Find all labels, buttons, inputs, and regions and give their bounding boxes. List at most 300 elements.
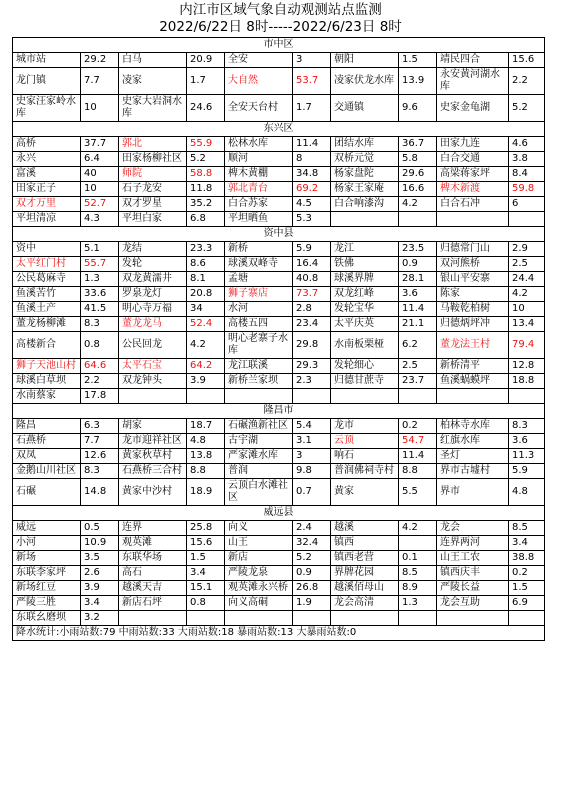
- station-name: 界市古墟村: [437, 464, 509, 479]
- table-row: [13, 242, 545, 257]
- table-row: [13, 137, 545, 152]
- station-value: 8.9: [399, 581, 437, 596]
- station-value: 3.9: [187, 374, 225, 389]
- station-value: 59.8: [509, 182, 545, 197]
- station-name: 杨家盘陀: [331, 167, 399, 182]
- station-name: 新桥清平: [437, 359, 509, 374]
- station-name: 新场: [13, 551, 81, 566]
- table-row: [13, 317, 545, 332]
- station-value: 8.5: [509, 521, 545, 536]
- station-value: 18.9: [187, 479, 225, 506]
- station-value: 79.4: [509, 332, 545, 359]
- station-value: 11.8: [187, 182, 225, 197]
- date-range: 2022/6/22日 8时-----2022/6/23日 8时: [159, 19, 402, 35]
- station-value: 58.8: [187, 167, 225, 182]
- station-value: 13.4: [509, 317, 545, 332]
- table-row: [13, 302, 545, 317]
- station-value: 0.2: [399, 419, 437, 434]
- station-name: 越溪天吉: [119, 581, 187, 596]
- station-name: 石子龙安: [119, 182, 187, 197]
- station-value: 6.4: [81, 152, 119, 167]
- station-name: 富溪: [13, 167, 81, 182]
- station-name: 铁佛: [331, 257, 399, 272]
- station-value: 29.2: [81, 53, 119, 68]
- station-value: 8.3: [81, 464, 119, 479]
- empty-cell: [399, 611, 437, 626]
- station-name: 向义高硐: [225, 596, 293, 611]
- table-row: [13, 287, 545, 302]
- station-value: 5.4: [293, 419, 331, 434]
- station-value: 1.9: [293, 596, 331, 611]
- station-name: 永安黄河湖水库: [437, 68, 509, 95]
- station-name: 镇西老营: [331, 551, 399, 566]
- station-value: 24.6: [187, 95, 225, 122]
- station-value: 8.3: [81, 317, 119, 332]
- empty-cell: [331, 611, 399, 626]
- station-name: 公民葛麻寺: [13, 272, 81, 287]
- station-name: 全安: [225, 53, 293, 68]
- station-name: 界市: [437, 479, 509, 506]
- station-name: 黄家: [331, 479, 399, 506]
- station-name: 古宇湖: [225, 434, 293, 449]
- station-name: 连界两河: [437, 536, 509, 551]
- station-name: 观英滩: [119, 536, 187, 551]
- empty-cell: [437, 212, 509, 227]
- section-header-row: [13, 404, 545, 419]
- station-value: 5.2: [293, 551, 331, 566]
- station-name: 石碾: [13, 479, 81, 506]
- station-value: 2.5: [509, 257, 545, 272]
- station-name: 平坦晒鱼: [225, 212, 293, 227]
- station-table: [12, 37, 545, 641]
- station-value: 7.7: [81, 434, 119, 449]
- station-value: 40.8: [293, 272, 331, 287]
- station-name: 镇西庆丰: [437, 566, 509, 581]
- station-name: 史家汪家岭水库: [13, 95, 81, 122]
- station-value: 55.9: [187, 137, 225, 152]
- station-value: 35.2: [187, 197, 225, 212]
- station-value: 5.9: [293, 242, 331, 257]
- station-name: 东联李家坪: [13, 566, 81, 581]
- station-name: 白合石冲: [437, 197, 509, 212]
- station-value: 4.8: [509, 479, 545, 506]
- station-value: 13.8: [187, 449, 225, 464]
- station-name: 白马: [119, 53, 187, 68]
- station-value: 9.8: [293, 464, 331, 479]
- station-name: 银山平安寨: [437, 272, 509, 287]
- empty-cell: [293, 389, 331, 404]
- station-value: 23.7: [399, 374, 437, 389]
- station-name: 水南板栗桠: [331, 332, 399, 359]
- station-value: 3.8: [509, 152, 545, 167]
- section-header: 东兴区: [13, 122, 545, 137]
- table-row: [13, 479, 545, 506]
- station-name: 狮子寨店: [225, 287, 293, 302]
- empty-cell: [119, 389, 187, 404]
- station-name: 交通镇: [331, 95, 399, 122]
- station-name: 镇西: [331, 536, 399, 551]
- station-value: 2.8: [293, 302, 331, 317]
- station-name: 杨家王家庵: [331, 182, 399, 197]
- table-row: [13, 419, 545, 434]
- section-header-row: [13, 122, 545, 137]
- station-value: 3.6: [509, 434, 545, 449]
- station-value: 52.7: [81, 197, 119, 212]
- station-value: 8.5: [399, 566, 437, 581]
- station-value: 41.5: [81, 302, 119, 317]
- station-value: 0.2: [509, 566, 545, 581]
- station-name: 云顶白水滩社区: [225, 479, 293, 506]
- station-name: 观英滩永兴桥: [225, 581, 293, 596]
- station-value: 73.7: [293, 287, 331, 302]
- station-name: 田家正子: [13, 182, 81, 197]
- station-name: 董龙杨柳滩: [13, 317, 81, 332]
- station-name: 黄家秋草村: [119, 449, 187, 464]
- station-name: 归德常门山: [437, 242, 509, 257]
- station-value: 6: [509, 197, 545, 212]
- station-name: 龙会: [437, 521, 509, 536]
- table-row: [13, 182, 545, 197]
- station-name: 东联华场: [119, 551, 187, 566]
- empty-cell: [225, 611, 293, 626]
- station-name: 鱼溪蜗蟆坪: [437, 374, 509, 389]
- station-value: 5.2: [509, 95, 545, 122]
- station-value: 5.5: [399, 479, 437, 506]
- station-name: 高石: [119, 566, 187, 581]
- station-value: 3: [293, 53, 331, 68]
- station-name: 平坦清凉: [13, 212, 81, 227]
- station-value: 4.2: [399, 197, 437, 212]
- station-value: 2.2: [509, 68, 545, 95]
- station-value: 5.1: [81, 242, 119, 257]
- station-name: 田家九连: [437, 137, 509, 152]
- station-value: 3.2: [81, 611, 119, 626]
- station-name: 高桥: [13, 137, 81, 152]
- empty-cell: [509, 611, 545, 626]
- section-header-row: [13, 506, 545, 521]
- station-name: 新场红豆: [13, 581, 81, 596]
- station-value: 14.8: [81, 479, 119, 506]
- station-name: 东联幺磨坝: [13, 611, 81, 626]
- station-value: 18.7: [187, 419, 225, 434]
- station-name: 黄家中沙村: [119, 479, 187, 506]
- station-value: 1.5: [509, 581, 545, 596]
- station-value: 2.4: [293, 521, 331, 536]
- station-value: 5.2: [187, 152, 225, 167]
- station-value: 26.8: [293, 581, 331, 596]
- station-name: 双才罗星: [119, 197, 187, 212]
- table-row: [13, 611, 545, 626]
- station-name: 朝阳: [331, 53, 399, 68]
- station-name: 越溪: [331, 521, 399, 536]
- station-value: 8.6: [187, 257, 225, 272]
- station-name: 连界: [119, 521, 187, 536]
- station-name: 龙市: [331, 419, 399, 434]
- station-name: 凌家: [119, 68, 187, 95]
- station-name: 白合交通: [437, 152, 509, 167]
- table-row: [13, 197, 545, 212]
- station-value: 2.2: [81, 374, 119, 389]
- station-name: 球溪界牌: [331, 272, 399, 287]
- station-value: 0.9: [399, 257, 437, 272]
- station-value: 69.2: [293, 182, 331, 197]
- station-value: 23.5: [399, 242, 437, 257]
- station-name: 山王: [225, 536, 293, 551]
- empty-cell: [399, 212, 437, 227]
- station-name: 太平庆英: [331, 317, 399, 332]
- table-row: [13, 581, 545, 596]
- station-value: 4.8: [187, 434, 225, 449]
- station-value: 4.3: [81, 212, 119, 227]
- page-title: 内江市区域气象自动观测站点监测: [179, 2, 382, 18]
- station-name: 史家大岩洞水库: [119, 95, 187, 122]
- station-name: 归德炳坪冲: [437, 317, 509, 332]
- station-value: 3.9: [81, 581, 119, 596]
- station-name: 双才万里: [13, 197, 81, 212]
- section-header: 资中县: [13, 227, 545, 242]
- table-row: [13, 374, 545, 389]
- station-value: 2.3: [293, 374, 331, 389]
- station-name: 鱼溪苦竹: [13, 287, 81, 302]
- empty-cell: [119, 611, 187, 626]
- station-value: 20.9: [187, 53, 225, 68]
- station-name: 严陵三胜: [13, 596, 81, 611]
- station-value: 21.1: [399, 317, 437, 332]
- station-value: 5.3: [293, 212, 331, 227]
- station-value: 12.6: [81, 449, 119, 464]
- station-value: 25.8: [187, 521, 225, 536]
- summary-row: [13, 626, 545, 641]
- station-value: 11.3: [509, 449, 545, 464]
- table-row: [13, 389, 545, 404]
- section-header-row: [13, 38, 545, 53]
- table-row: [13, 152, 545, 167]
- station-name: 全安天台村: [225, 95, 293, 122]
- station-value: 8.8: [399, 464, 437, 479]
- station-value: 29.3: [293, 359, 331, 374]
- station-name: 董龙法王村: [437, 332, 509, 359]
- station-name: 柏林寺水库: [437, 419, 509, 434]
- station-name: 太平红门村: [13, 257, 81, 272]
- station-value: 36.7: [399, 137, 437, 152]
- station-name: 水河: [225, 302, 293, 317]
- station-name: 大自然: [225, 68, 293, 95]
- station-value: 24.4: [509, 272, 545, 287]
- section-header-row: [13, 227, 545, 242]
- empty-cell: [437, 611, 509, 626]
- empty-cell: [331, 389, 399, 404]
- station-name: 郭北青台: [225, 182, 293, 197]
- station-name: 双龙钟头: [119, 374, 187, 389]
- station-name: 郭北: [119, 137, 187, 152]
- station-name: 史家金龟湖: [437, 95, 509, 122]
- station-name: 高楼新合: [13, 332, 81, 359]
- station-value: 1.5: [399, 53, 437, 68]
- station-value: 0.8: [81, 332, 119, 359]
- station-value: 3.4: [81, 596, 119, 611]
- station-name: 罗泉龙灯: [119, 287, 187, 302]
- table-row: [13, 464, 545, 479]
- station-name: 双凤: [13, 449, 81, 464]
- station-name: 严陵龙泉: [225, 566, 293, 581]
- table-row: [13, 449, 545, 464]
- station-name: 狮子天池山村: [13, 359, 81, 374]
- station-value: 3: [293, 449, 331, 464]
- section-header: 隆昌市: [13, 404, 545, 419]
- station-value: 1.3: [399, 596, 437, 611]
- station-value: 4.2: [399, 521, 437, 536]
- station-value: 12.8: [509, 359, 545, 374]
- station-value: 0.8: [187, 596, 225, 611]
- station-name: 双龙黄濡井: [119, 272, 187, 287]
- station-name: 孟塘: [225, 272, 293, 287]
- station-name: 严家滩水库: [225, 449, 293, 464]
- station-name: 响石: [331, 449, 399, 464]
- station-name: 发轮: [119, 257, 187, 272]
- precipitation-summary: 降水统计:小雨站数:79 中雨站数:33 大雨站数:18 暴雨站数:13 大暴雨站数:0: [13, 626, 545, 641]
- station-name: 陈家: [437, 287, 509, 302]
- station-name: 严陵长益: [437, 581, 509, 596]
- station-name: 松林水库: [225, 137, 293, 152]
- station-name: 小河: [13, 536, 81, 551]
- station-name: 球溪双峰寺: [225, 257, 293, 272]
- station-value: 6.2: [399, 332, 437, 359]
- station-value: 3.1: [293, 434, 331, 449]
- station-value: 3.6: [399, 287, 437, 302]
- station-value: 40: [81, 167, 119, 182]
- station-value: 13.9: [399, 68, 437, 95]
- station-value: 16.4: [293, 257, 331, 272]
- station-name: 普润佛祠寺村: [331, 464, 399, 479]
- station-name: 公民回龙: [119, 332, 187, 359]
- station-name: 师院: [119, 167, 187, 182]
- station-value: 23.4: [293, 317, 331, 332]
- station-name: 双河熊桥: [437, 257, 509, 272]
- table-row: [13, 272, 545, 287]
- station-value: 1.5: [187, 551, 225, 566]
- station-value: 28.1: [399, 272, 437, 287]
- empty-cell: [509, 212, 545, 227]
- station-value: 29.8: [293, 332, 331, 359]
- station-name: 归德甘蔗寺: [331, 374, 399, 389]
- station-name: 石碾渔新社区: [225, 419, 293, 434]
- station-name: 发轮细心: [331, 359, 399, 374]
- station-value: 8.8: [187, 464, 225, 479]
- station-value: 0.5: [81, 521, 119, 536]
- table-row: [13, 167, 545, 182]
- station-name: 龙江: [331, 242, 399, 257]
- station-name: 石燕桥: [13, 434, 81, 449]
- station-value: 2.5: [399, 359, 437, 374]
- table-row: [13, 596, 545, 611]
- table-row: [13, 551, 545, 566]
- station-value: 54.7: [399, 434, 437, 449]
- station-name: 石燕桥三合村: [119, 464, 187, 479]
- station-value: 33.6: [81, 287, 119, 302]
- station-name: 新桥: [225, 242, 293, 257]
- station-name: 平坦白家: [119, 212, 187, 227]
- station-name: 龙市迎祥社区: [119, 434, 187, 449]
- table-row: [13, 257, 545, 272]
- station-name: 云顶: [331, 434, 399, 449]
- station-name: 明心寺万福: [119, 302, 187, 317]
- station-name: 红旗水库: [437, 434, 509, 449]
- station-value: 6.8: [187, 212, 225, 227]
- station-name: 山王工农: [437, 551, 509, 566]
- station-value: 1.7: [187, 68, 225, 95]
- section-header: 市中区: [13, 38, 545, 53]
- station-name: 越溪佰母山: [331, 581, 399, 596]
- station-value: 2.9: [509, 242, 545, 257]
- station-value: 29.6: [399, 167, 437, 182]
- station-name: 发轮宝华: [331, 302, 399, 317]
- station-name: 田家杨柳社区: [119, 152, 187, 167]
- station-value: 11.4: [399, 302, 437, 317]
- station-value: 53.7: [293, 68, 331, 95]
- table-row: [13, 359, 545, 374]
- station-value: 3.4: [509, 536, 545, 551]
- station-name: 水南蔡家: [13, 389, 81, 404]
- station-value: 4.2: [187, 332, 225, 359]
- station-value: 23.3: [187, 242, 225, 257]
- station-name: 新店石坪: [119, 596, 187, 611]
- station-value: 7.7: [81, 68, 119, 95]
- station-value: 8.4: [509, 167, 545, 182]
- station-value: 20.8: [187, 287, 225, 302]
- station-value: 10.9: [81, 536, 119, 551]
- station-name: 龙江联溪: [225, 359, 293, 374]
- station-value: 0.1: [399, 551, 437, 566]
- table-row: [13, 434, 545, 449]
- station-name: 椑木黄棚: [225, 167, 293, 182]
- station-value: 0.9: [293, 566, 331, 581]
- station-value: 0.7: [293, 479, 331, 506]
- empty-cell: [187, 611, 225, 626]
- station-value: 11.4: [399, 449, 437, 464]
- station-name: 隆昌: [13, 419, 81, 434]
- station-value: 15.6: [187, 536, 225, 551]
- station-value: 11.4: [293, 137, 331, 152]
- station-value: 5.8: [399, 152, 437, 167]
- station-value: 2.6: [81, 566, 119, 581]
- station-value: 6.3: [81, 419, 119, 434]
- station-value: 6.9: [509, 596, 545, 611]
- station-name: 球溪白草坝: [13, 374, 81, 389]
- station-name: 明心老寨子水库: [225, 332, 293, 359]
- station-name: 靖民四合: [437, 53, 509, 68]
- station-name: 新店: [225, 551, 293, 566]
- empty-cell: [293, 611, 331, 626]
- table-row: [13, 53, 545, 68]
- station-value: 4.5: [293, 197, 331, 212]
- station-value: 64.6: [81, 359, 119, 374]
- station-name: 龙会高清: [331, 596, 399, 611]
- table-body: [13, 38, 545, 641]
- station-value: 17.8: [81, 389, 119, 404]
- station-value: 55.7: [81, 257, 119, 272]
- station-value: 16.6: [399, 182, 437, 197]
- empty-cell: [399, 389, 437, 404]
- station-name: 龙结: [119, 242, 187, 257]
- station-name: 胡家: [119, 419, 187, 434]
- empty-cell: [331, 212, 399, 227]
- station-value: 9.6: [399, 95, 437, 122]
- station-value: 5.9: [509, 464, 545, 479]
- station-name: 金鹅山川社区: [13, 464, 81, 479]
- station-name: 城市站: [13, 53, 81, 68]
- station-value: 3.4: [187, 566, 225, 581]
- empty-cell: [225, 389, 293, 404]
